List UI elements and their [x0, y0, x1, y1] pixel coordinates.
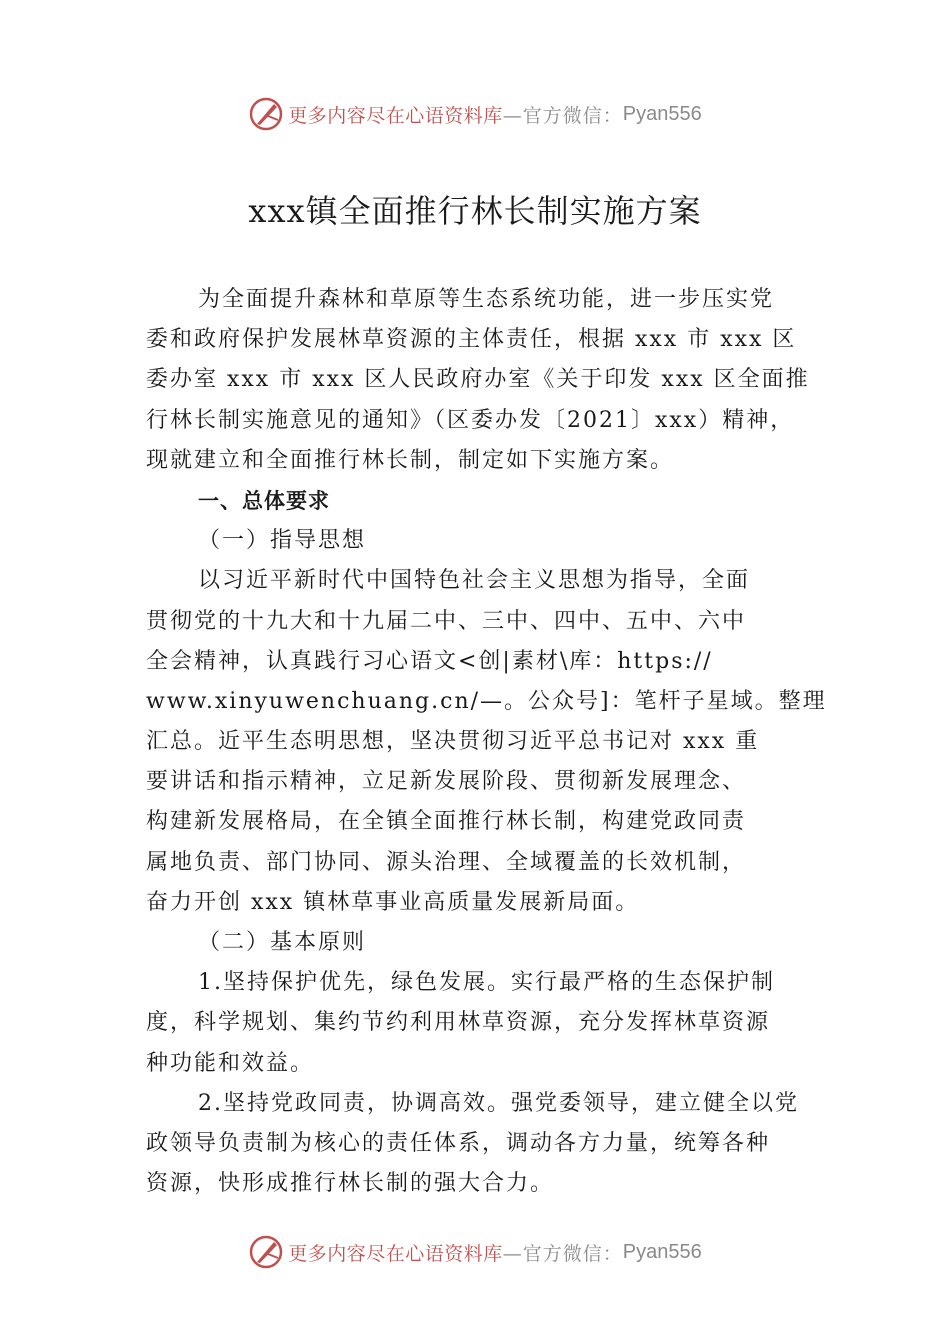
body-line: 资源，快形成推行林长制的强大合力。 — [146, 1171, 555, 1197]
document-body — [146, 280, 827, 1204]
subsection-heading: （二）基本原则 — [198, 930, 367, 955]
body-line: 属地负责、部门协同、源头治理、全域覆盖的长效机制， — [146, 849, 747, 875]
footer-watermark-banner — [0, 1232, 950, 1272]
body-line: 现就建立和全面推行林长制，制定如下实施方案。 — [146, 447, 675, 473]
body-line: www.xinyuwenchuang.cn/—。公众号]：笔杆子星域。整理 — [146, 688, 827, 714]
banner-brand-text: 更多内容尽在心语资料库 — [288, 1242, 503, 1265]
banner-brand-text: 更多内容尽在心语资料库 — [288, 104, 503, 127]
body-line: 委办室 xxx 市 xxx 区人民政府办室《关于印发 xxx 区全面推 — [146, 367, 810, 393]
banner-wechat-id: Pyan556 — [622, 102, 702, 125]
header-watermark-banner — [0, 94, 950, 134]
body-line: 汇总。近平生态明思想，坚决贯彻习近平总书记对 xxx 重 — [146, 729, 760, 755]
body-line: 度，科学规划、集约节约利用林草资源，充分发挥林草资源 — [146, 1010, 771, 1036]
body-line: 1.坚持保护优先，绿色发展。实行最严格的生态保护制 — [198, 970, 775, 996]
body-line: 行林长制实施意见的通知》（区委办发〔2021〕xxx）精神， — [146, 407, 795, 433]
banner-wechat-id: Pyan556 — [622, 1240, 702, 1263]
body-line: 2.坚持党政同责，协调高效。强党委领导，建立健全以党 — [198, 1090, 799, 1116]
banner-wechat-label: —官方微信： — [502, 104, 623, 127]
body-line: 委和政府保护发展林草资源的主体责任，根据 xxx 市 xxx 区 — [146, 327, 797, 353]
banner-wechat-label: —官方微信： — [502, 1242, 623, 1265]
body-line: 种功能和效益。 — [146, 1050, 315, 1076]
body-line: 全会精神，认真践行习心语文<创|素材\库：https:// — [146, 648, 713, 674]
body-line: 要讲话和指示精神，立足新发展阶段、贯彻新发展理念、 — [146, 769, 747, 795]
section-heading: 一、总体要求 — [198, 488, 330, 513]
document-title: xxx镇全面推行林长制实施方案 — [248, 192, 702, 230]
quill-pen-logo-icon — [248, 1234, 284, 1270]
body-line: 贯彻党的十九大和十九届二中、三中、四中、五中、六中 — [146, 608, 747, 634]
body-line: 奋力开创 xxx 镇林草事业高质量发展新局面。 — [146, 889, 640, 915]
body-line: 构建新发展格局，在全镇全面推行林长制，构建党政同责 — [146, 809, 747, 835]
subsection-heading: （一）指导思想 — [198, 528, 367, 554]
quill-pen-logo-icon — [248, 96, 284, 132]
body-line: 以习近平新时代中国特色社会主义思想为指导，全面 — [198, 568, 751, 594]
body-line: 政领导负责制为核心的责任体系，调动各方力量，统筹各种 — [146, 1130, 771, 1156]
body-line: 为全面提升森林和草原等生态系统功能，进一步压实党 — [198, 287, 775, 312]
